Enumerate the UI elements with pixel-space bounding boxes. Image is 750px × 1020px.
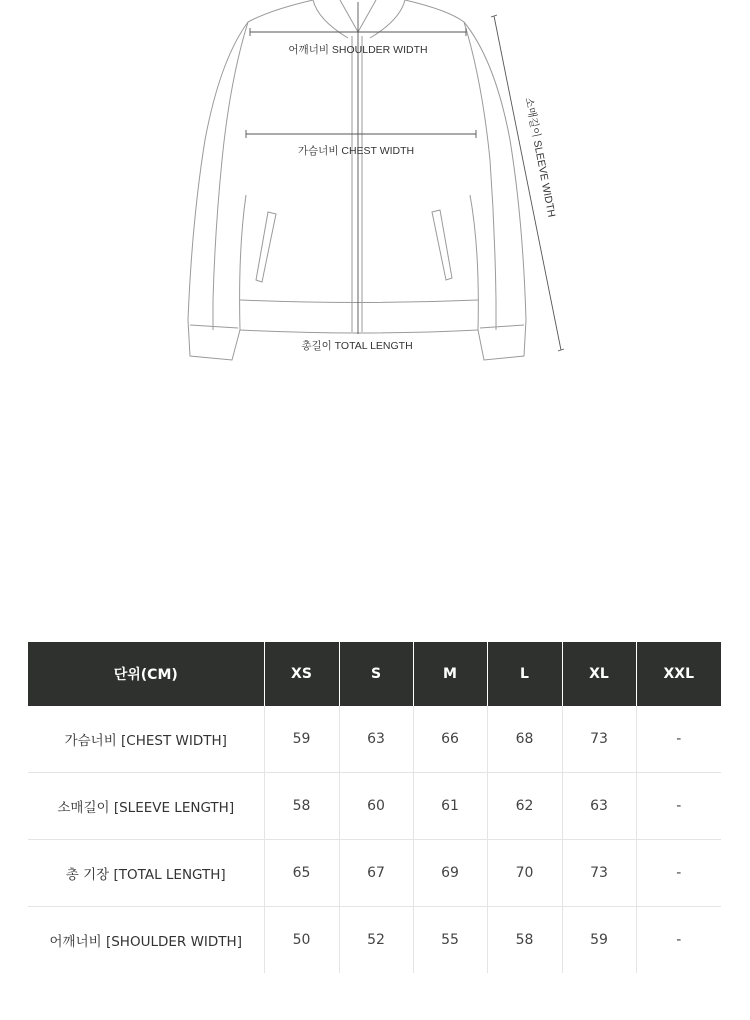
table-cell: 62 bbox=[487, 773, 562, 840]
header-size-xl: XL bbox=[562, 642, 636, 706]
header-size-s: S bbox=[339, 642, 413, 706]
table-row bbox=[28, 840, 721, 907]
table-cell: 61 bbox=[413, 773, 487, 840]
chest-width-label: 가슴너비 CHEST WIDTH bbox=[297, 145, 415, 157]
row-label: 소매길이 [SLEEVE LENGTH] bbox=[28, 773, 264, 840]
table-header-row bbox=[28, 642, 721, 706]
sleeve-left bbox=[188, 22, 248, 360]
table-cell: 68 bbox=[487, 706, 562, 773]
table-cell: - bbox=[636, 840, 721, 907]
hem-top bbox=[240, 300, 478, 303]
row-label: 어깨너비 [SHOULDER WIDTH] bbox=[28, 907, 264, 974]
table-row bbox=[28, 773, 721, 840]
table-cell: 66 bbox=[413, 706, 487, 773]
hem-bottom bbox=[240, 330, 478, 333]
table-cell: 55 bbox=[413, 907, 487, 974]
header-unit: 단위(CM) bbox=[28, 642, 264, 706]
header-size-l: L bbox=[487, 642, 562, 706]
sleeve-right bbox=[464, 22, 526, 360]
table-cell: - bbox=[676, 932, 682, 948]
table-cell: 67 bbox=[339, 840, 413, 907]
pocket-left bbox=[256, 212, 276, 282]
header-size-m: M bbox=[413, 642, 487, 706]
pocket-right bbox=[432, 210, 452, 280]
table-cell: 50 bbox=[264, 907, 339, 974]
header-size-xxl: XXL bbox=[636, 642, 721, 706]
size-table bbox=[28, 642, 721, 973]
table-cell: 69 bbox=[413, 840, 487, 907]
table-cell: 73 bbox=[562, 706, 636, 773]
table-cell: - bbox=[636, 773, 721, 840]
table-cell: 52 bbox=[339, 907, 413, 974]
table-cell: - bbox=[636, 706, 721, 773]
jacket-size-diagram bbox=[0, 0, 750, 380]
table-cell: 58 bbox=[264, 773, 339, 840]
table-cell: 63 bbox=[339, 706, 413, 773]
table-cell: 60 bbox=[339, 773, 413, 840]
header-size-xs: XS bbox=[264, 642, 339, 706]
total-length-label: 총길이 TOTAL LENGTH bbox=[301, 340, 413, 352]
table-cell: 59 bbox=[562, 907, 636, 974]
table-cell: 58 bbox=[487, 907, 562, 974]
row-label: 총 기장 [TOTAL LENGTH] bbox=[28, 840, 264, 907]
table-row bbox=[28, 706, 721, 773]
table-row bbox=[28, 907, 721, 974]
table-cell: 65 bbox=[264, 840, 339, 907]
table-cell: 70 bbox=[487, 840, 562, 907]
table-cell: 59 bbox=[264, 706, 339, 773]
row-label: 가슴너비 [CHEST WIDTH] bbox=[28, 706, 264, 773]
shoulder-width-label: 어깨너비 SHOULDER WIDTH bbox=[288, 44, 428, 56]
jacket-illustration bbox=[0, 0, 750, 380]
sleeve-width-label: 소매길이 SLEEVE WIDTH bbox=[522, 96, 558, 219]
table-cell: 63 bbox=[562, 773, 636, 840]
table-cell: 73 bbox=[562, 840, 636, 907]
